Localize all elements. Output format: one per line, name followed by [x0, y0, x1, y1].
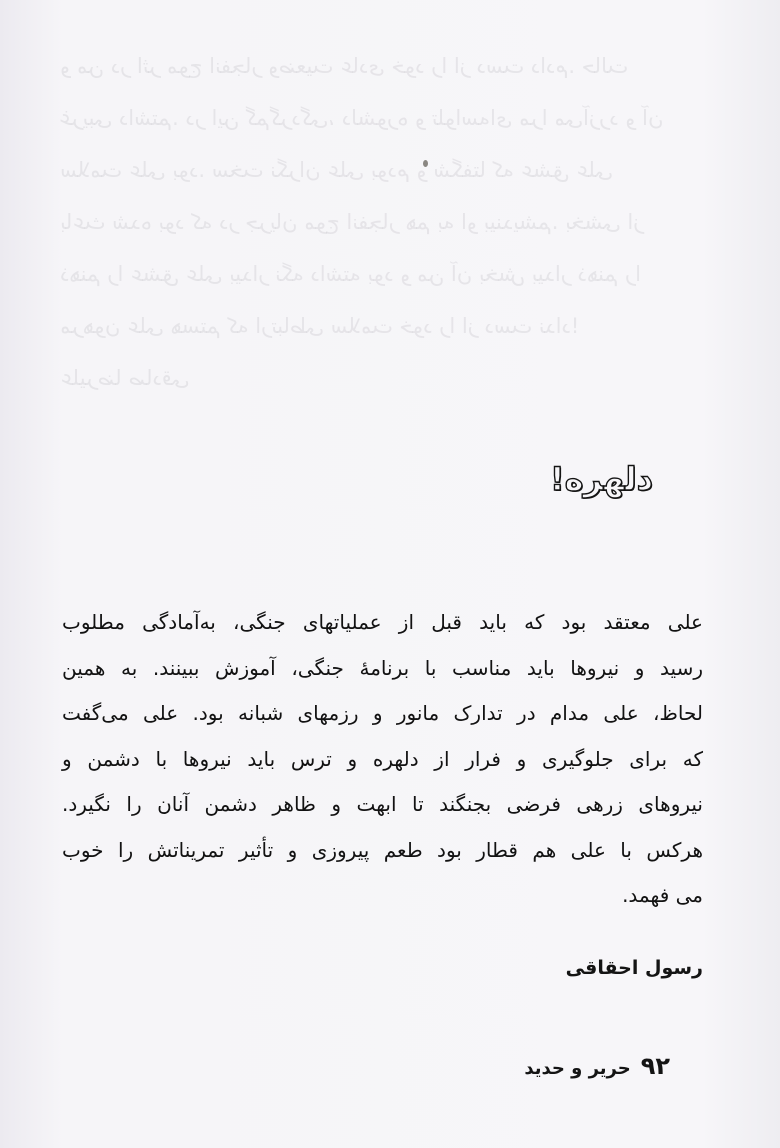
section-heading: دلهره!: [550, 460, 653, 498]
show-through-line: باعث شده بود که در جریان موج انفجار هم به او بیندیشم. بخشی از: [60, 210, 644, 234]
body-line: که برای جلوگیری و فرار از دلهره و ترس باید نیروها با دشمن و: [62, 746, 703, 771]
show-through-line: علیرضا صادقی: [60, 366, 190, 390]
body-line: نیروهای زرهی فرضی بجنگند تا ابهت و ظاهر دشمن آنان را نگیرد.: [62, 792, 703, 816]
body-paragraph: [62, 600, 703, 919]
author-name: رسول احقاقی: [565, 957, 703, 979]
body-line: رسید و نیروها باید مناسب با برنامهٔ جنگی، آموزش ببینند. به همین: [62, 655, 703, 680]
body-line: می فهمد.: [622, 883, 703, 907]
page-number: ۹۲: [640, 1052, 670, 1080]
body-line: لحاظ، علی مدام در تدارک مانور و رزمهای شبانه بود. علی می‌گفت: [62, 701, 703, 725]
paper-speck: [423, 160, 428, 167]
show-through-line: غریبی داشتم. در این گم‌گردگی، دلشوره و تلواسه‌ای مرا می‌آزرد و آن: [60, 106, 664, 130]
body-line: هرکس با علی هم قطار بود طعم پیروزی و تأثیر تمریناتش را خوب: [62, 837, 703, 862]
show-through-text: [60, 40, 740, 404]
show-through-line: و من در اثر موج انفجار وضعیت عادی خود را از دست دادم. حالت: [60, 54, 629, 78]
show-through-line: مرهون علی هستم که ارتباطی سلامت خود را از دست نداد!: [60, 314, 580, 338]
book-title: حریر و حدید: [524, 1058, 631, 1079]
page-footer: [524, 1052, 670, 1080]
body-line: علی معتقد بود که باید قبل از عملیاتهای جنگی، به‌آمادگی مطلوب: [62, 610, 703, 634]
show-through-line: ذهنم را عشق علی بیدار نگه داشته بود و من آن بخش بیدار ذهنم را: [60, 262, 641, 286]
show-through-line: سلامت علی بود. سخت نگران علی بودم و شگفتا که عشق علی: [60, 158, 613, 182]
